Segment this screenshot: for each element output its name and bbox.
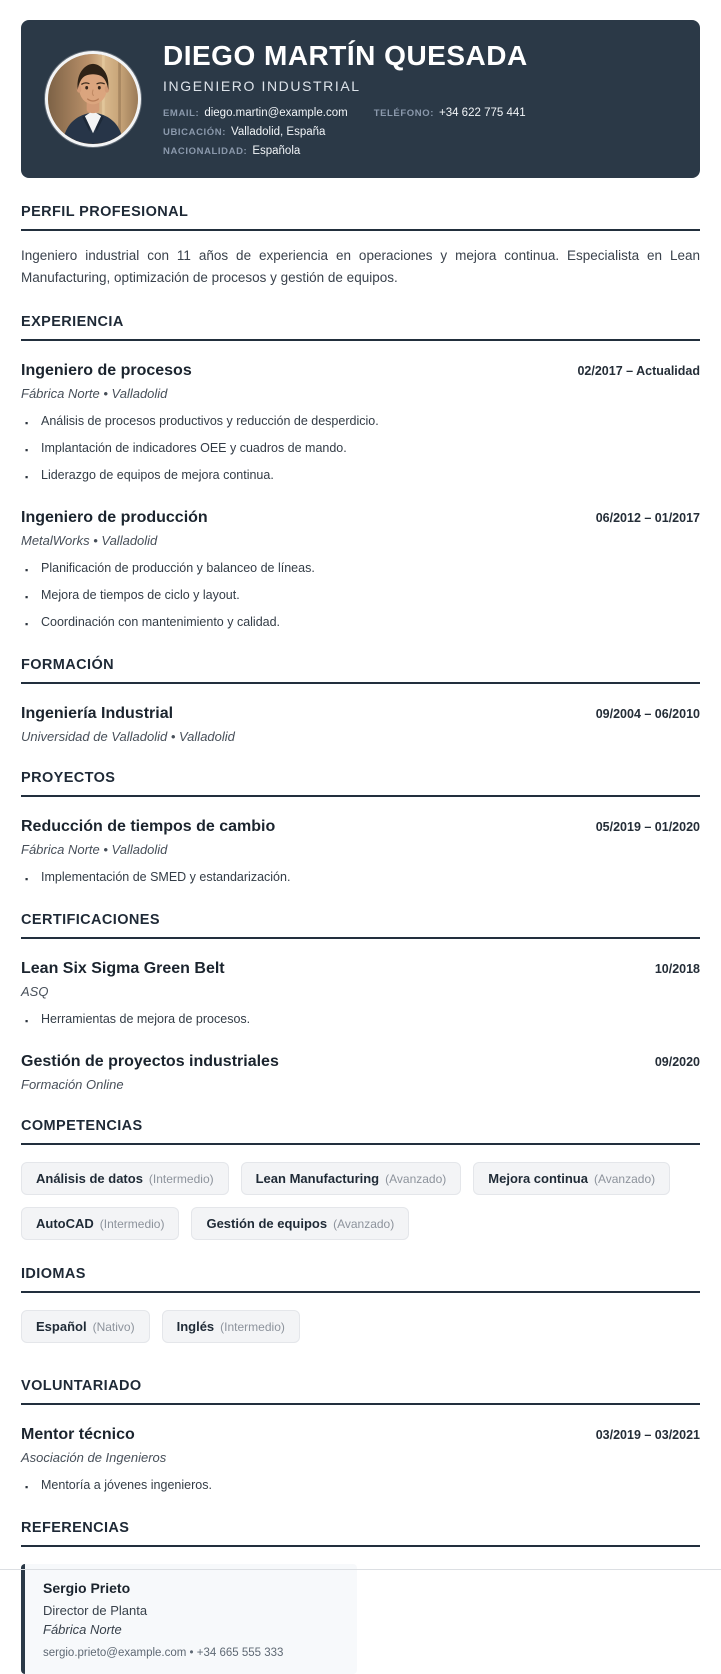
skill-chip (21, 1207, 179, 1240)
bullet-item: ▪ Mejora de tiempos de ciclo y layout. (21, 587, 700, 604)
skill-name: Gestión de equipos (206, 1216, 328, 1231)
entry-head (21, 1053, 700, 1071)
project-entry (21, 818, 700, 886)
language-chip (162, 1310, 300, 1343)
skill-level: (Intermedio) (99, 1217, 165, 1231)
avatar (45, 51, 141, 147)
section-voluntariado (21, 1378, 700, 1494)
entry-title: Ingeniería Industrial (21, 705, 174, 722)
bullet-item: ▪ Planificación de producción y balanceo de líneas. (21, 560, 700, 577)
person-title: INGENIERO INDUSTRIAL (163, 77, 361, 94)
section-experiencia (21, 314, 700, 631)
section-competencias (21, 1118, 700, 1240)
entry-date: 10/2018 (654, 962, 700, 976)
entry-title: Gestión de proyectos industriales (21, 1053, 279, 1070)
contact-location-value: Valladolid, España (231, 125, 326, 138)
person-name: DIEGO MARTÍN QUESADA (163, 39, 528, 71)
skill-level: (Intermedio) (148, 1172, 214, 1186)
bullet-item: ▪ Mentoría a jóvenes ingenieros. (21, 1477, 700, 1494)
entry-bullets (21, 1011, 700, 1028)
contact-row (163, 145, 670, 157)
profile-summary: Ingeniero industrial con 11 años de experiencia en operaciones y mejora continua. Especialista en Lean Manufacturing, optimización de procesos y gestión de equipos. (21, 248, 700, 285)
entry-head (21, 509, 700, 527)
contact-location-label: UBICACIÓN: (163, 126, 226, 138)
page-bottom-divider (0, 1569, 721, 1570)
bullet-item: ▪ Liderazgo de equipos de mejora continua. (21, 467, 700, 484)
section-heading: PERFIL PROFESIONAL (21, 204, 700, 231)
bullet-item: ▪ Herramientas de mejora de procesos. (21, 1011, 700, 1028)
skill-level: (Avanzado) (593, 1172, 656, 1186)
entry-head (21, 705, 700, 723)
skill-name: AutoCAD (36, 1216, 94, 1231)
volunteering-entry (21, 1426, 700, 1494)
entry-subtitle: Fábrica Norte • Valladolid (21, 842, 168, 857)
language-chip (21, 1310, 150, 1343)
contact-phone-label: TELÉFONO: (373, 107, 434, 119)
entry-bullets (21, 560, 700, 631)
skill-chip (191, 1207, 409, 1240)
entry-head (21, 362, 700, 380)
section-certificaciones (21, 912, 700, 1092)
bullet-item: ▪ Análisis de procesos productivos y reducción de desperdicio. (21, 413, 700, 430)
bullet-item: ▪ Coordinación con mantenimiento y calidad. (21, 614, 700, 631)
entry-head (21, 1426, 700, 1444)
bullet-item: ▪ Implantación de indicadores OEE y cuadros de mando. (21, 440, 700, 457)
entry-subtitle: MetalWorks • Valladolid (21, 533, 158, 548)
contact-email (163, 107, 348, 119)
entry-title: Mentor técnico (21, 1426, 135, 1443)
section-referencias (21, 1520, 700, 1674)
entry-date: 03/2019 – 03/2021 (595, 1428, 700, 1442)
entry-subtitle: Fábrica Norte • Valladolid (21, 386, 168, 401)
skill-chip (241, 1162, 462, 1195)
language-level: (Nativo) (92, 1320, 135, 1334)
contact-email-label: EMAIL: (163, 107, 200, 119)
entry-date: 09/2020 (654, 1055, 700, 1069)
language-name: Español (36, 1319, 87, 1334)
reference-contact: sergio.prieto@example.com • +34 665 555 333 (43, 1647, 284, 1659)
section-proyectos (21, 770, 700, 886)
entry-bullets (21, 413, 700, 484)
section-heading: REFERENCIAS (21, 1520, 700, 1547)
entry-title: Lean Six Sigma Green Belt (21, 960, 225, 977)
entry-title: Ingeniero de procesos (21, 362, 192, 379)
certification-entry (21, 960, 700, 1028)
skill-name: Lean Manufacturing (255, 1171, 380, 1186)
reference-company: Fábrica Norte (43, 1622, 122, 1637)
experience-entry (21, 362, 700, 484)
entry-date: 05/2019 – 01/2020 (595, 820, 700, 834)
section-heading: COMPETENCIAS (21, 1118, 700, 1145)
entry-date: 02/2017 – Actualidad (577, 364, 700, 378)
contact-nationality-value: Española (252, 144, 301, 157)
skill-level: (Avanzado) (333, 1217, 395, 1231)
contact-info (163, 107, 670, 157)
section-heading: PROYECTOS (21, 770, 700, 797)
language-name: Inglés (176, 1319, 215, 1334)
language-level: (Intermedio) (220, 1320, 285, 1334)
section-idiomas (21, 1266, 700, 1343)
section-heading: VOLUNTARIADO (21, 1378, 700, 1405)
contact-phone-value: +34 622 775 441 (438, 106, 526, 119)
reference-role: Director de Planta (43, 1603, 148, 1618)
entry-bullets (21, 1477, 700, 1494)
section-formacion (21, 657, 700, 744)
entry-title: Reducción de tiempos de cambio (21, 818, 276, 835)
skills-chips (21, 1162, 700, 1240)
contact-phone (374, 107, 526, 119)
header-text (163, 39, 670, 157)
skill-name: Análisis de datos (36, 1171, 143, 1186)
contact-row (163, 107, 670, 138)
entry-subtitle: ASQ (21, 984, 49, 999)
entry-date: 06/2012 – 01/2017 (595, 511, 700, 525)
contact-email-value: diego.martin@example.com (204, 106, 348, 119)
reference-name: Sergio Prieto (43, 1580, 131, 1596)
entry-head (21, 818, 700, 836)
skill-name: Mejora continua (488, 1171, 588, 1186)
experience-entry (21, 509, 700, 631)
entry-subtitle: Formación Online (21, 1077, 124, 1092)
profile-photo-illustration (48, 54, 138, 144)
section-perfil-profesional (21, 204, 700, 288)
entry-title: Ingeniero de producción (21, 509, 208, 526)
entry-bullets (21, 869, 700, 886)
education-entry (21, 705, 700, 744)
language-chips (21, 1310, 700, 1343)
section-heading: FORMACIÓN (21, 657, 700, 684)
skill-level: (Avanzado) (385, 1172, 447, 1186)
contact-nationality-label: NACIONALIDAD: (163, 145, 248, 157)
section-heading: IDIOMAS (21, 1266, 700, 1293)
entry-head (21, 960, 700, 978)
certification-entry (21, 1053, 700, 1092)
skill-chip (473, 1162, 670, 1195)
contact-nationality (163, 145, 300, 157)
entry-subtitle: Asociación de Ingenieros (21, 1450, 167, 1465)
reference-card (21, 1564, 357, 1674)
skill-chip (21, 1162, 229, 1195)
section-heading: CERTIFICACIONES (21, 912, 700, 939)
bullet-item: ▪ Implementación de SMED y estandarización. (21, 869, 700, 886)
header-banner (21, 20, 700, 178)
contact-location (163, 126, 325, 138)
entry-subtitle: Universidad de Valladolid • Valladolid (21, 729, 235, 744)
entry-date: 09/2004 – 06/2010 (595, 707, 700, 721)
section-heading: EXPERIENCIA (21, 314, 700, 341)
